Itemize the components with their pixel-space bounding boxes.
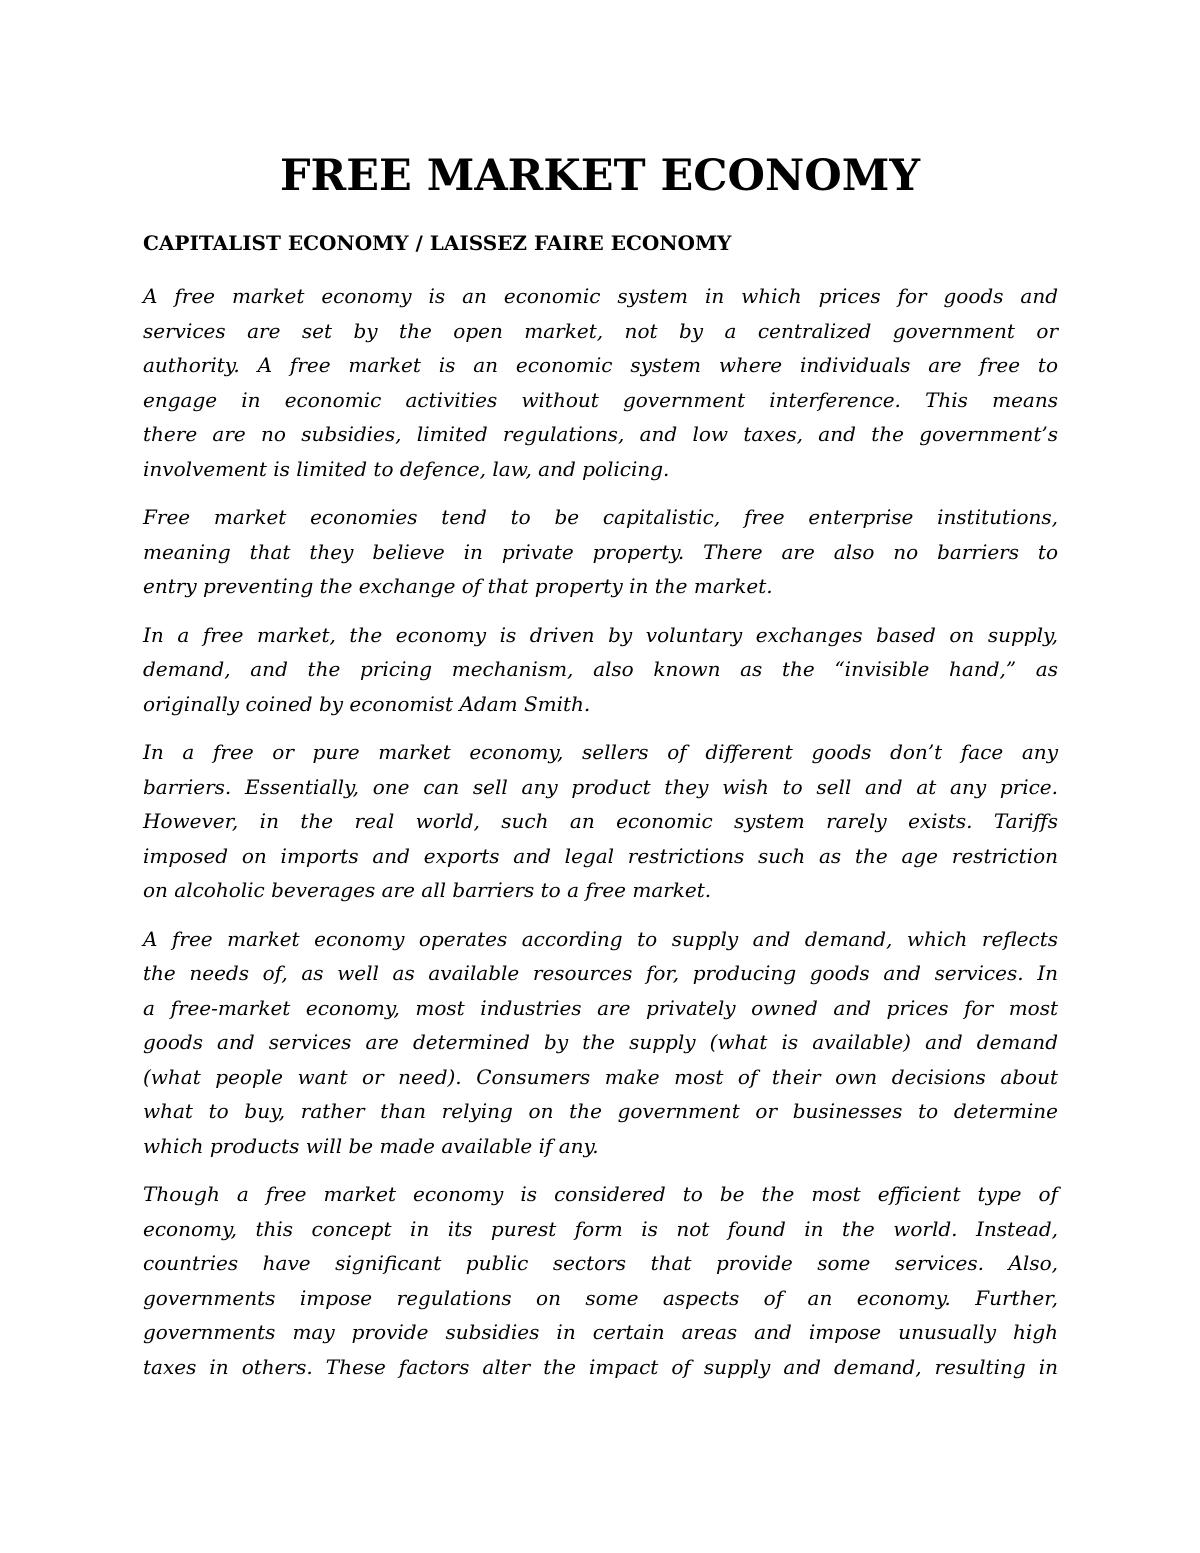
paragraph-4	[143, 735, 1058, 908]
text-line: imposed on imports and exports and legal restrictions such as the age restriction	[143, 843, 1058, 868]
text-line: authority. A free market is an economic system where individuals are free to	[143, 353, 1058, 377]
text-line: meaning that they believe in private property. There are also no barriers to	[143, 539, 1058, 564]
text-line: on alcoholic beverages are all barriers to a free market.	[143, 878, 712, 902]
text-line: the needs of, as well as available resources for, producing goods and services. In	[143, 961, 1058, 985]
text-line: In a free market, the economy is driven by voluntary exchanges based on supply,	[143, 622, 1058, 647]
text-line: In a free or pure market economy, sellers of different goods don’t face any	[143, 740, 1058, 764]
text-line: engage in economic activities without government interference. This means	[143, 387, 1058, 412]
document-title: FREE MARKET ECONOMY	[279, 151, 921, 201]
paragraph-3	[143, 618, 1058, 722]
text-line: a free-market economy, most industries are privately owned and prices for most	[143, 995, 1058, 1020]
paragraph-6	[143, 1177, 1058, 1384]
text-line: (what people want or need). Consumers make most of their own decisions about	[143, 1064, 1058, 1089]
text-line: governments impose regulations on some aspects of an economy. Further,	[143, 1285, 1058, 1310]
text-line: which products will be made available if any.	[143, 1133, 599, 1158]
text-line: A free market economy operates according to supply and demand, which reflects	[143, 926, 1058, 951]
paragraph-1	[143, 279, 1058, 486]
document-body	[143, 279, 1058, 1398]
text-line: Free market economies tend to be capitalistic, free enterprise institutions,	[143, 505, 1058, 529]
text-line: demand, and the pricing mechanism, also known as the “invisible hand,” as	[143, 657, 1058, 681]
text-line: involvement is limited to defence, law, and policing.	[143, 456, 670, 481]
text-line: Though a free market economy is considered to be the most efficient type of	[143, 1182, 1058, 1206]
text-line: there are no subsidies, limited regulations, and low taxes, and the government’s	[143, 422, 1058, 446]
text-line: goods and services are determined by the supply (what is available) and demand	[143, 1030, 1058, 1054]
text-line: originally coined by economist Adam Smith.	[143, 691, 591, 716]
text-line: taxes in others. These factors alter the impact of supply and demand, resulting in	[143, 1354, 1058, 1379]
paragraph-2	[143, 500, 1058, 604]
text-line: what to buy, rather than relying on the government or businesses to determine	[143, 1099, 1058, 1123]
text-line: However, in the real world, such an economic system rarely exists. Tariffs	[143, 809, 1058, 833]
text-line: entry preventing the exchange of that property in the market.	[143, 574, 773, 598]
document-subtitle: CAPITALIST ECONOMY / LAISSEZ FAIRE ECONOMY	[143, 231, 732, 255]
text-line: A free market economy is an economic system in which prices for goods and	[143, 284, 1058, 308]
text-line: economy, this concept in its purest form is not found in the world. Instead,	[143, 1216, 1058, 1241]
text-line: services are set by the open market, not by a centralized government or	[143, 318, 1058, 343]
text-line: barriers. Essentially, one can sell any product they wish to sell and at any price.	[143, 774, 1058, 799]
text-line: countries have significant public sectors that provide some services. Also,	[143, 1251, 1058, 1275]
text-line: governments may provide subsidies in certain areas and impose unusually high	[143, 1320, 1058, 1344]
paragraph-5	[143, 922, 1058, 1164]
